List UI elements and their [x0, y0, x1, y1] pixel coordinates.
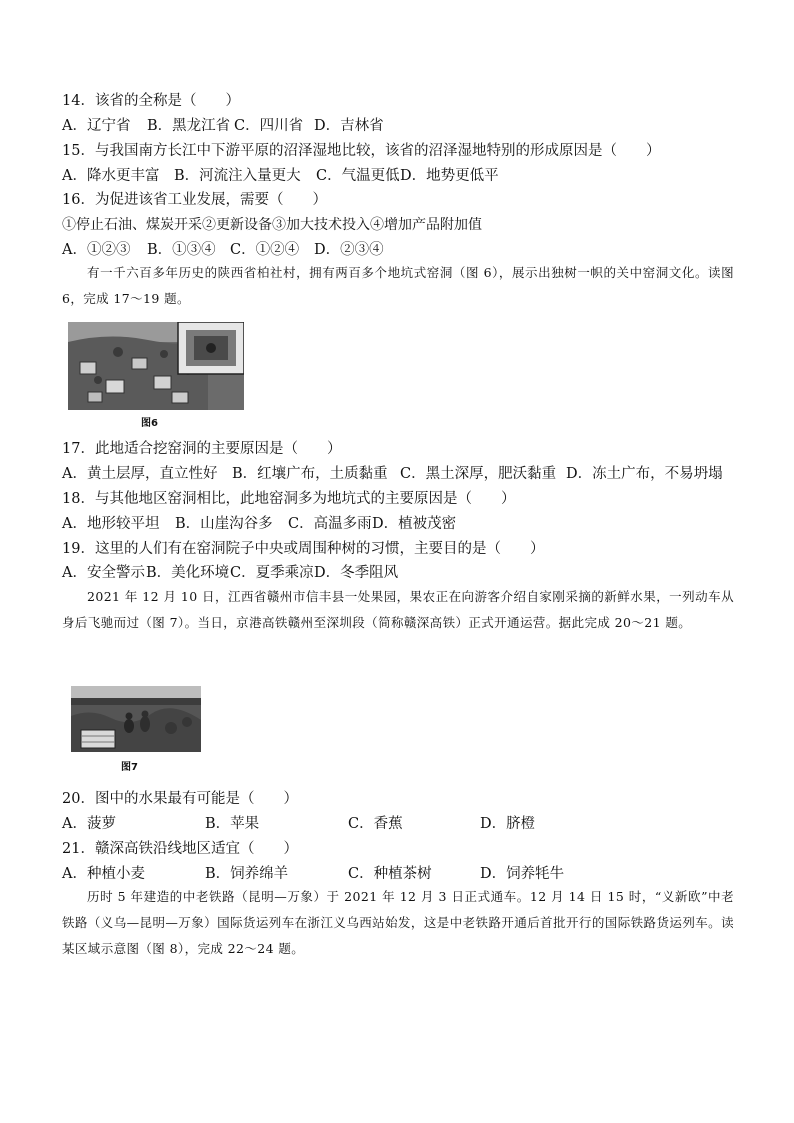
q18-option-b[interactable]: B．山崖沟谷多: [175, 516, 273, 532]
q19-option-c[interactable]: C．夏季乘凉: [230, 565, 314, 581]
q14-option-c[interactable]: C．四川省: [234, 118, 304, 134]
q14-option-d[interactable]: D．吉林省: [314, 118, 384, 134]
q17-option-a[interactable]: A．黄土层厚，直立性好: [62, 466, 218, 482]
q16-option-a[interactable]: A．①②③: [62, 242, 131, 258]
q21-option-c[interactable]: C．种植茶树: [348, 866, 432, 882]
question-16-stem: 16．为促进该省工业发展，需要（ ）: [62, 192, 327, 208]
q21-option-d[interactable]: D．饲养牦牛: [480, 866, 565, 882]
figure-6-photo: [68, 322, 244, 410]
q17-option-d[interactable]: D．冻土广布，不易坍塌: [566, 466, 723, 482]
passage-gannan-orchard: 2021 年 12 月 10 日，江西省赣州市信丰县一处果园，果农正在向游客介绍自家刚采摘的新鲜水果，一列动车从身后飞驰而过（图 7）。当日，京港高铁赣州至深圳段（简称赣深高铁）正式开通运营。据此完成 20～21 题。: [62, 589, 734, 630]
question-19-stem: 19．这里的人们有在窑洞院子中央或周围种树的习惯，主要目的是（ ）: [62, 541, 545, 557]
q18-option-d[interactable]: D．植被茂密: [372, 516, 457, 532]
q16-option-d[interactable]: D．②③④: [314, 242, 384, 258]
figure-7-photo: [71, 686, 201, 752]
q17-option-c[interactable]: C．黑土深厚，肥沃黏重: [400, 466, 557, 482]
q14-option-a[interactable]: A．辽宁省: [62, 118, 131, 134]
q20-option-c[interactable]: C．香蕉: [348, 816, 403, 832]
question-18-stem: 18．与其他地区窑洞相比，此地窑洞多为地坑式的主要原因是（ ）: [62, 491, 516, 507]
q20-option-b[interactable]: B．苹果: [205, 816, 260, 832]
question-15-stem: 15．与我国南方长江中下游平原的沼泽湿地比较，该省的沼泽湿地特别的形成原因是（ ）: [62, 143, 661, 159]
q15-option-d[interactable]: D．地势更低平: [400, 168, 499, 184]
passage-china-laos-railway: 历时 5 年建造的中老铁路（昆明—万象）于 2021 年 12 月 3 日正式通车。12 月 14 日 15 时，“义新欧”中老铁路（义乌—昆明—万象）国际货运列车在浙江义乌西站始发，这是中老铁路开通后首批开行的国际铁路货运列车。读某区域示意图（图 8），完成 22～24 题。: [62, 889, 734, 956]
q19-option-a[interactable]: A．安全警示: [62, 565, 145, 581]
q18-option-c[interactable]: C．高温多雨: [288, 516, 372, 532]
q17-option-b[interactable]: B．红壤广布，土质黏重: [232, 466, 388, 482]
q20-option-a[interactable]: A．菠萝: [62, 816, 116, 832]
q16-option-b[interactable]: B．①③④: [147, 242, 216, 258]
question-14-stem: 14．该省的全称是（ ）: [62, 93, 240, 109]
q15-option-c[interactable]: C．气温更低: [316, 168, 400, 184]
passage-yaodong: 有一千六百多年历史的陕西省柏社村，拥有两百多个地坑式窑洞（图 6），展示出独树一帜的关中窑洞文化。读图 6，完成 17～19 题。: [62, 265, 734, 306]
q19-option-d[interactable]: D．冬季阻风: [314, 565, 399, 581]
q18-option-a[interactable]: A．地形较平坦: [62, 516, 160, 532]
q16-option-c[interactable]: C．①②④: [230, 242, 300, 258]
question-20-stem: 20．图中的水果最有可能是（ ）: [62, 791, 298, 807]
q14-option-b[interactable]: B．黑龙江省: [147, 118, 231, 134]
q15-option-a[interactable]: A．降水更丰富: [62, 168, 160, 184]
q19-option-b[interactable]: B．美化环境: [146, 565, 230, 581]
figure-7-caption: 图7: [121, 762, 138, 773]
q15-option-b[interactable]: B．河流注入量更大: [174, 168, 301, 184]
figure-6-caption: 图6: [141, 418, 158, 429]
question-17-stem: 17．此地适合挖窑洞的主要原因是（ ）: [62, 441, 342, 457]
q21-option-a[interactable]: A．种植小麦: [62, 866, 145, 882]
q21-option-b[interactable]: B．饲养绵羊: [205, 866, 289, 882]
q16-choices-line: ①停止石油、煤炭开采②更新设备③加大技术投入④增加产品附加值: [62, 217, 482, 233]
question-21-stem: 21．赣深高铁沿线地区适宜（ ）: [62, 841, 298, 857]
q20-option-d[interactable]: D．脐橙: [480, 816, 536, 832]
